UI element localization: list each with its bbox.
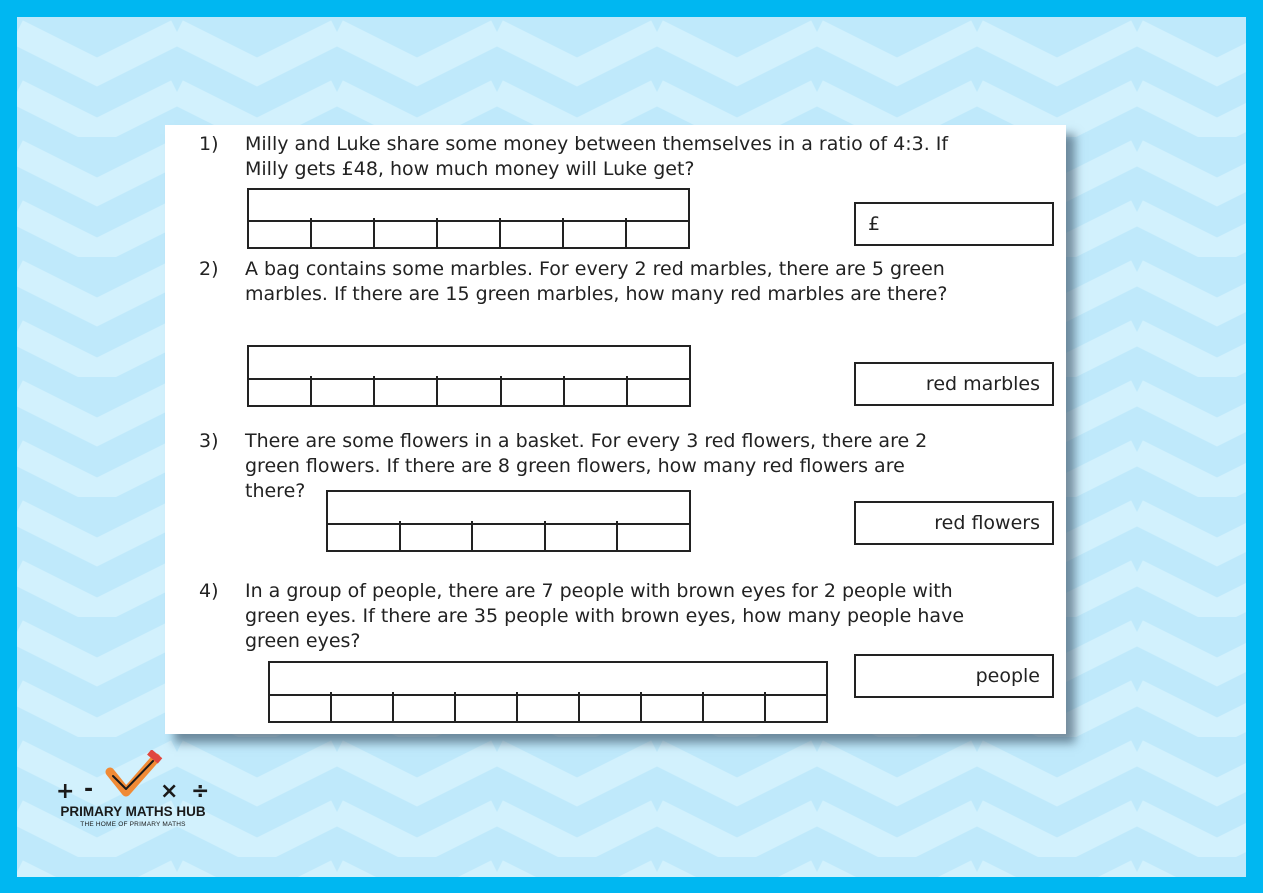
bar-cell (312, 218, 375, 247)
question-number: 2) (199, 258, 219, 280)
primary-maths-hub-logo (40, 750, 225, 840)
bar-cell (375, 218, 438, 247)
question-text: A bag contains some marbles. For every 2 red marbles, there are 5 green (245, 258, 945, 280)
bar-cell (312, 376, 375, 405)
bar-cell (332, 692, 394, 721)
question-text: green eyes. If there are 35 people with brown eyes, how many people have (245, 605, 965, 627)
question-text: marbles. If there are 15 green marbles, how many red marbles are there? (245, 283, 948, 305)
bar-cell (580, 692, 642, 721)
bar-cell (438, 376, 501, 405)
check-icon (110, 758, 156, 792)
bar-cell (456, 692, 518, 721)
question-text: green eyes? (245, 630, 361, 652)
bar-cell (618, 521, 689, 550)
answer-box[interactable]: red marbles (854, 362, 1054, 406)
bar-cell (565, 376, 628, 405)
bar-cell (546, 521, 619, 550)
bar-cell (394, 692, 456, 721)
bar-cell (642, 692, 704, 721)
answer-box[interactable]: people (854, 654, 1054, 698)
bar-cell (438, 218, 501, 247)
bar-cell (518, 692, 580, 721)
bar-cell (704, 692, 766, 721)
svg-text:÷: ÷ (191, 779, 210, 804)
question-number: 1) (199, 133, 219, 155)
question-number: 4) (199, 580, 219, 602)
bar-cell (766, 692, 826, 721)
logo-title: PRIMARY MATHS HUB (60, 804, 206, 819)
question-text: Milly gets £48, how much money will Luke get? (245, 158, 695, 180)
bar-cell (473, 521, 546, 550)
bar-cell (249, 218, 312, 247)
question-text: In a group of people, there are 7 people with brown eyes for 2 people with (245, 580, 953, 602)
question-text: there? (245, 480, 306, 502)
bar-cell (627, 218, 688, 247)
answer-box[interactable]: red flowers (854, 501, 1054, 545)
svg-text:-: - (84, 777, 94, 802)
question-text: Milly and Luke share some money between themselves in a ratio of 4:3. If (245, 133, 949, 155)
svg-text:+: + (56, 779, 75, 804)
worksheet (165, 125, 1066, 734)
question-number: 3) (199, 430, 219, 452)
bar-cell (564, 218, 627, 247)
bar-cell (270, 692, 332, 721)
bar-cell (628, 376, 689, 405)
bar-model (326, 490, 691, 552)
bar-cell (501, 218, 564, 247)
question-text: There are some flowers in a basket. For every 3 red flowers, there are 2 (245, 430, 928, 452)
bar-cell (249, 376, 312, 405)
bar-cell (328, 521, 401, 550)
question-text: green flowers. If there are 8 green flowers, how many red flowers are (245, 455, 905, 477)
bar-model (247, 188, 690, 249)
svg-text:×: × (160, 779, 179, 804)
answer-box[interactable]: £ (854, 202, 1054, 246)
bar-cell (375, 376, 438, 405)
bar-model (247, 345, 691, 407)
bar-model (268, 661, 828, 723)
logo-subtitle: THE HOME OF PRIMARY MATHS (80, 821, 186, 828)
logo-symbols-icon (40, 750, 225, 806)
bar-cell (401, 521, 474, 550)
bar-cell (502, 376, 565, 405)
